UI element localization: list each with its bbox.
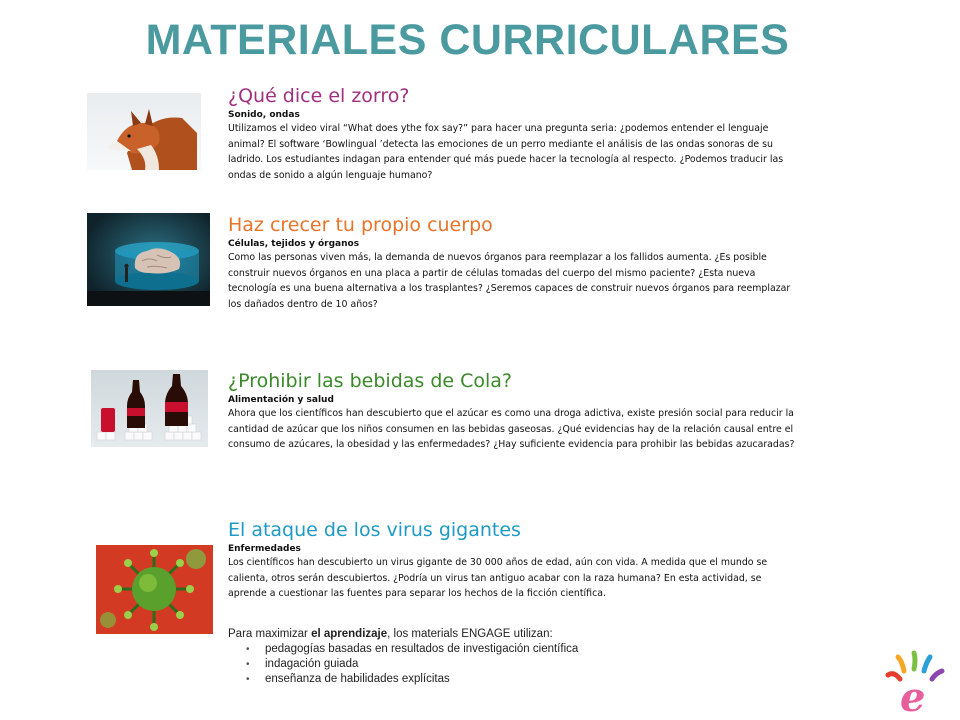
list-item-text: pedagogías basadas en resultados de investigación científica [265, 643, 579, 655]
section-body: Los científicos han descubierto un virus gigante de 30 000 años de edad, aún con vida. A medida que el mundo se calienta, otros serán descubiertos. ¿Podría un virus tan antiguo acabar con la raza humana? En esta actividad, se aprende a cuestionar las fuentes para separar los hechos de la ficción científica. [228, 557, 768, 599]
section-body: Como las personas viven más, la demanda de nuevos órganos para reemplazar a los fallidos aumenta. ¿Es posible construir nuevos órganos en una placa a partir de células tomadas del cuerpo del mismo paciente? ¿Esta nueva tecnología es una buena alternativa a los trasplantes? ¿Seremos capaces de construir nuevos órganos para reemplazar los dañados dentro de 10 años? [228, 252, 791, 310]
engage-logo-icon [880, 645, 950, 715]
list-item [228, 657, 828, 672]
closing-list [228, 642, 828, 687]
section-title: Haz crecer tu propio cuerpo [228, 214, 493, 236]
intro-bold-text: el aprendizaje [311, 628, 388, 640]
section-body: Ahora que los científicos han descubierto que el azúcar es como una droga adictiva, existe presión social para reducir la cantidad de azúcar que los niños consumen en las bebidas gaseosas. ¿Qué evidencias hay de la relación causal entre el consumo de azúcares, la obesidad y las enfermedades? ¿Hay suficiente evidencia para prohibir las bebidas azucaradas? [228, 408, 795, 450]
closing-intro [228, 626, 828, 642]
cola-sugar-image [91, 370, 208, 447]
list-item-text: indagación guiada [265, 658, 359, 670]
section-body: Utilizamos el video viral “What does ythe fox say?” para hacer una pregunta seria: ¿podemos entender el lenguaje animal? El software ‘Bowlingual ’detecta las emociones de un perro mediante el análisis de las ondas sonoras de su ladrido. Los estudiantes indagan para entender qué más puede hacer la tecnología al respecto. ¿Podemos traducir las ondas de sonido a algún lenguaje humano? [228, 123, 784, 181]
section-virus [228, 518, 800, 602]
list-item [228, 672, 828, 687]
bullet-icon: • [246, 659, 250, 670]
section-title: ¿Qué dice el zorro? [228, 85, 410, 107]
section-subtitle: Alimentación y salud [228, 395, 334, 405]
brain-tank-image [87, 213, 210, 306]
section-subtitle: Enfermedades [228, 544, 301, 554]
section-cola [228, 369, 800, 453]
svg-text:e: e [900, 674, 926, 715]
section-subtitle: Sonido, ondas [228, 110, 300, 120]
section-title: El ataque de los virus gigantes [228, 519, 521, 541]
section-title: ¿Prohibir las bebidas de Cola? [228, 370, 513, 392]
list-item [228, 642, 828, 657]
intro-text: Para maximizar [228, 628, 312, 640]
virus-image [96, 545, 213, 634]
intro-text-end: , los materials ENGAGE utilizan: [387, 628, 553, 640]
section-organs [228, 213, 800, 312]
closing-block [228, 626, 828, 687]
section-subtitle: Células, tejidos y órganos [228, 239, 360, 249]
fox-image [87, 93, 201, 170]
page-title: MATERIALES CURRICULARES [145, 16, 790, 64]
section-fox [228, 84, 800, 183]
bullet-icon: • [246, 644, 250, 655]
list-item-text: enseñanza de habilidades explícitas [265, 673, 450, 685]
bullet-icon: • [246, 674, 250, 685]
